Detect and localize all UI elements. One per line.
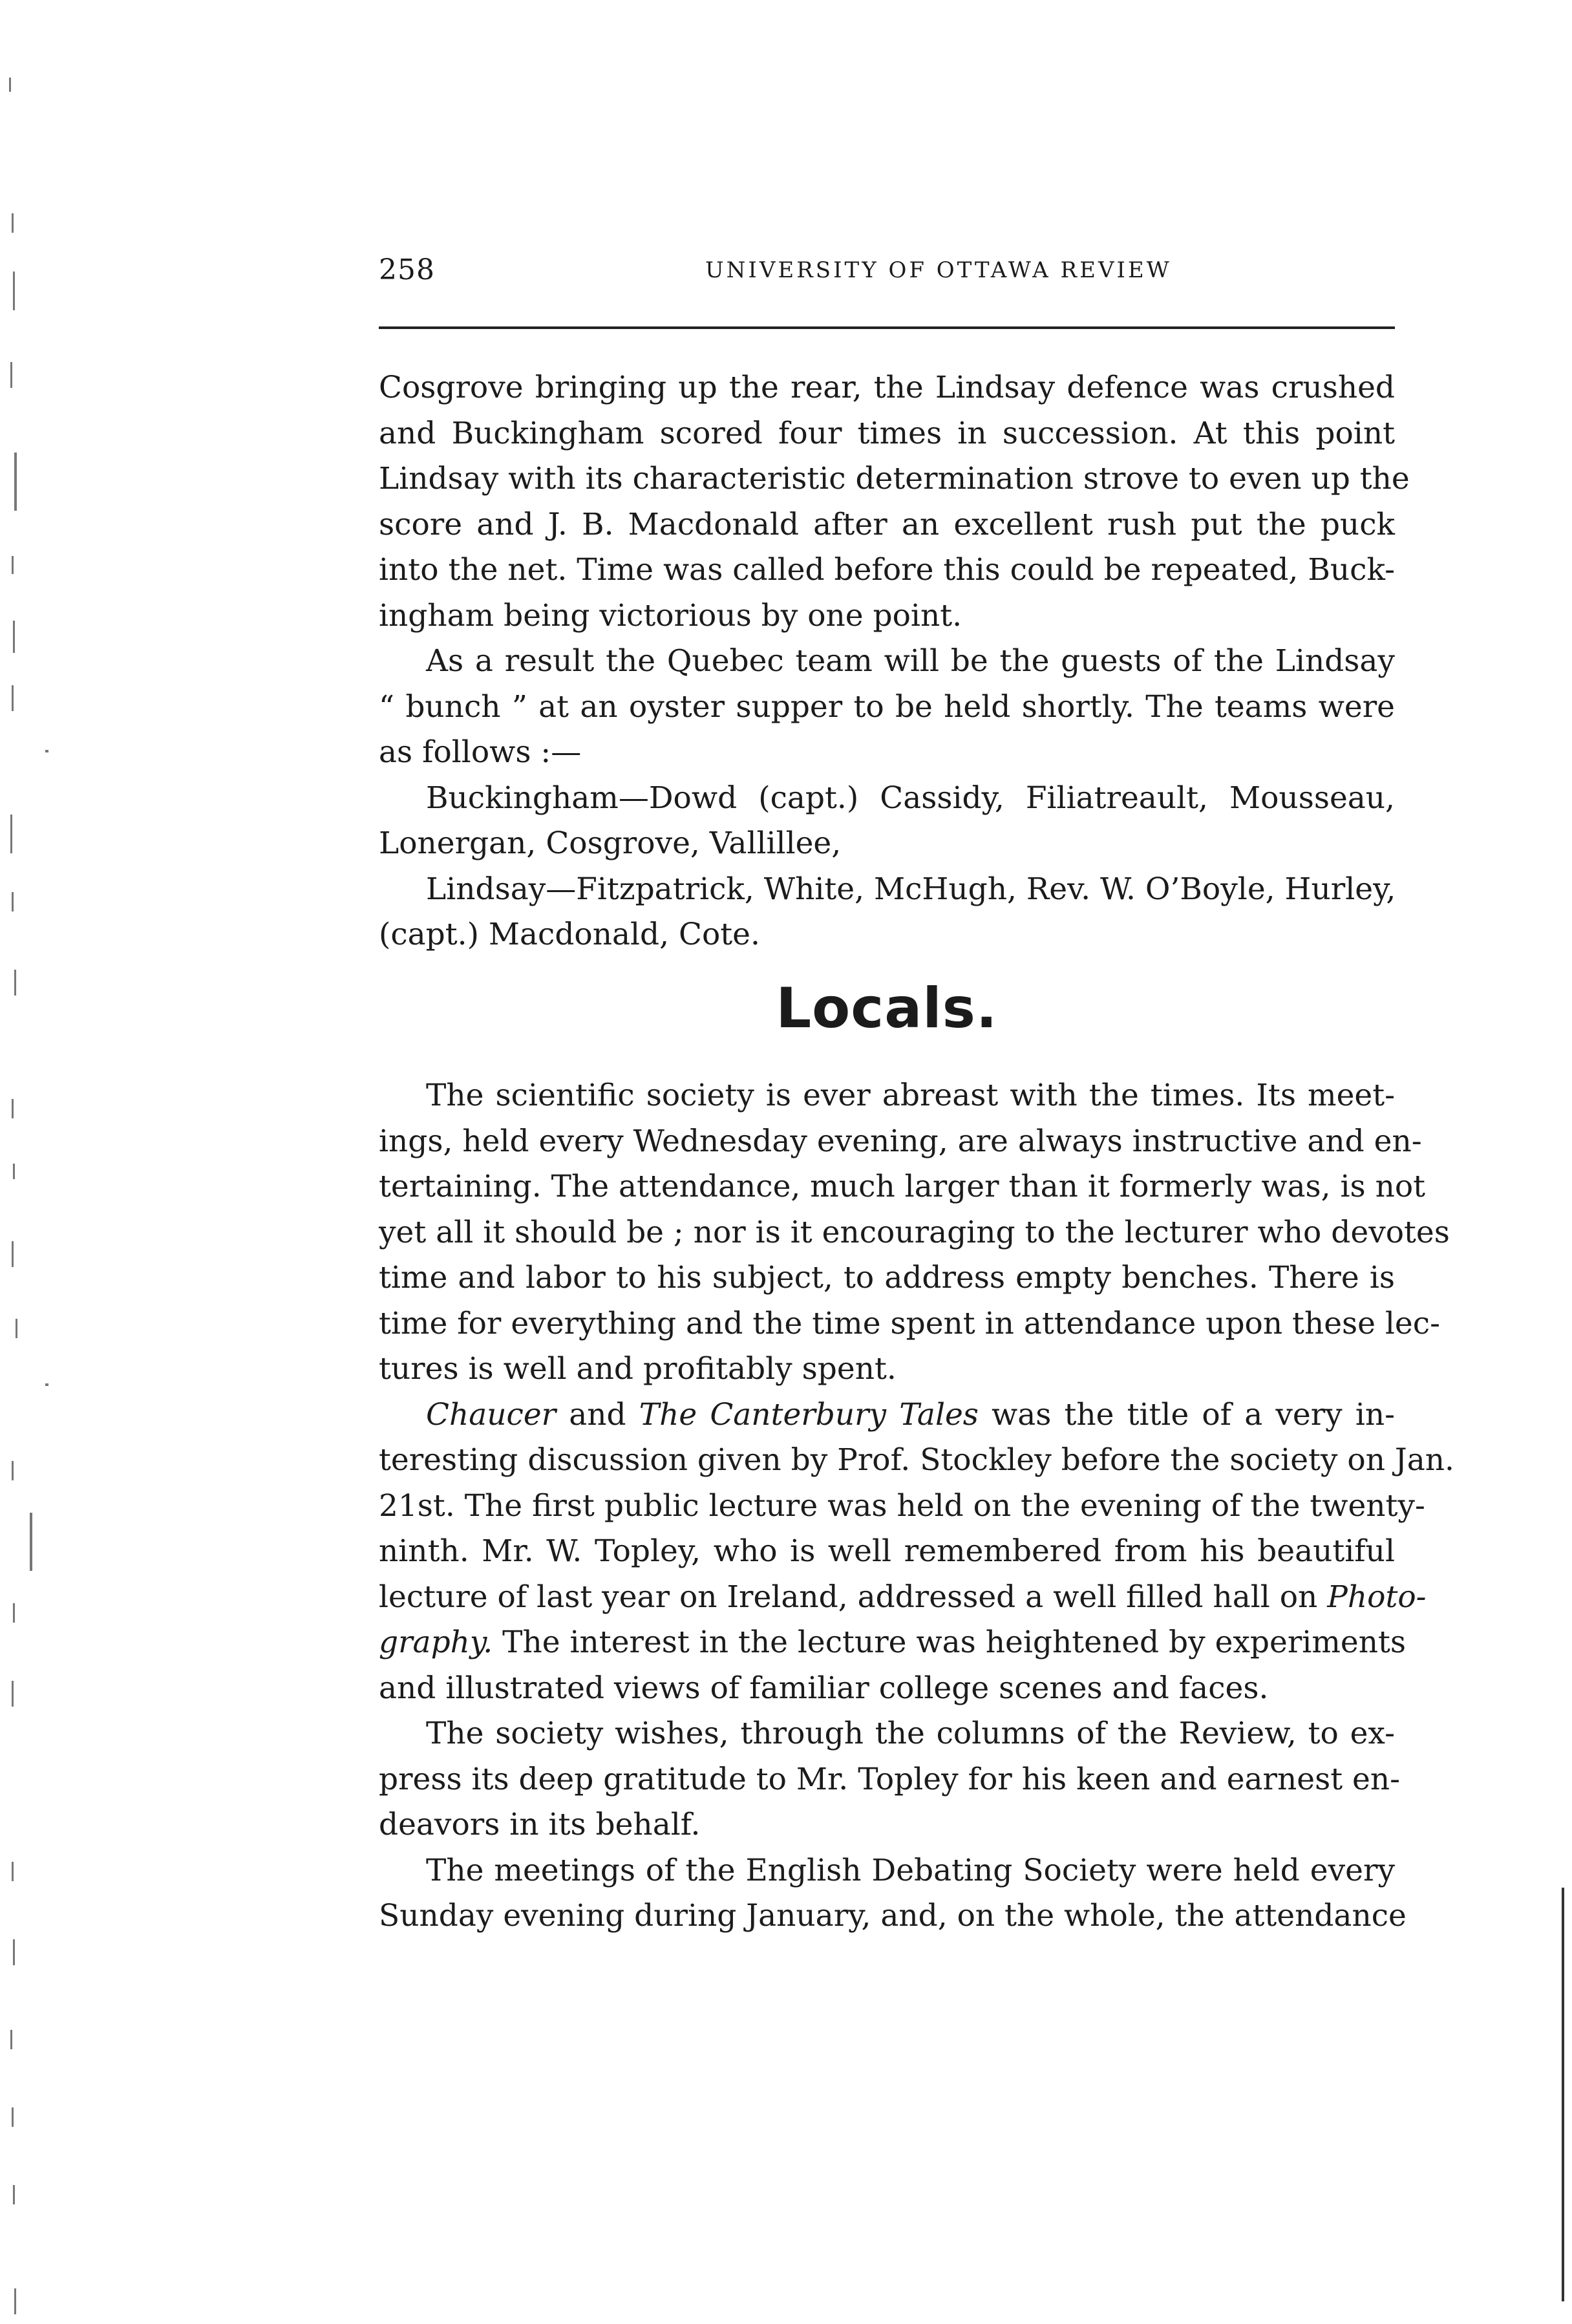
page-number: 258 (379, 253, 435, 286)
text-line: tertaining. The attendance, much larger than it formerly was, is not (379, 1169, 1426, 1204)
paragraph (379, 1848, 1407, 1939)
text-line: The society wishes, through the columns of the Review, to ex- (426, 1716, 1395, 1751)
text-line: ingham being victorious by one point. (379, 597, 962, 634)
text-line (379, 1392, 1395, 1438)
scan-edge-line (1553, 1888, 1572, 2301)
paragraph (379, 1711, 1401, 1848)
text-line: score and J. B. Macdonald after an excellent rush put the puck (379, 506, 1395, 542)
scan-edge-marks (0, 0, 90, 2324)
paragraph (379, 639, 1395, 776)
italic-title: The Canterbury Tales (639, 1396, 979, 1433)
locals-section (379, 1073, 1454, 1939)
text-line: Lonergan, Cosgrove, Vallillee, (379, 826, 842, 861)
text-line: The meetings of the English Debating Society were held every (426, 1852, 1395, 1888)
text-line: ings, held every Wednesday evening, are always instructive and en- (379, 1123, 1422, 1159)
text-line: and Buckingham scored four times in succession. At this point (379, 415, 1395, 451)
running-head (379, 251, 1395, 290)
paragraph (379, 365, 1410, 639)
text-line: Lindsay with its characteristic determination strove to even up the (379, 461, 1410, 496)
text-line: time and labor to his subject, to address empty benches. There is (379, 1260, 1395, 1295)
paragraph (379, 1392, 1454, 1712)
text-line: “ bunch ” at an oyster supper to be held shortly. The teams were (379, 688, 1395, 725)
team-lineup-buckingham (379, 776, 1395, 867)
text-run: was the title of a very in- (978, 1396, 1396, 1433)
text-line: time for everything and the time spent in attendance upon these lec- (379, 1305, 1440, 1341)
text-line (379, 1620, 1406, 1666)
text-line: deavors in its behalf. (379, 1807, 701, 1842)
text-line: tures is well and profitably spent. (379, 1351, 897, 1387)
text-line: into the net. Time was called before this could be repeated, Buck- (379, 552, 1395, 588)
text-line: Cosgrove bringing up the rear, the Lindsay defence was crushed (379, 370, 1395, 405)
text-line: 21st. The first public lecture was held on the evening of the twenty- (379, 1487, 1425, 1524)
text-line: yet all it should be ; nor is it encouraging to the lecturer who devotes (379, 1214, 1450, 1250)
section-title: Locals. (776, 976, 998, 1041)
italic-title: Chaucer (426, 1396, 557, 1433)
text-line (379, 1575, 1427, 1621)
text-run: lecture of last year on Ireland, addressed a well filled hall on (379, 1579, 1328, 1615)
text-line: The scientific society is ever abreast with the times. Its meet- (426, 1078, 1395, 1113)
text-line: teresting discussion given by Prof. Stockley before the society on Jan. (379, 1442, 1454, 1478)
report-continuation (379, 365, 1410, 958)
text-line: and illustrated views of familiar college scenes and faces. (379, 1670, 1269, 1706)
text-line: press its deep gratitude to Mr. Topley for his keen and earnest en- (379, 1761, 1401, 1797)
text-line: Lindsay—Fitzpatrick, White, McHugh, Rev. W. O’Boyle, Hurley, (426, 871, 1396, 907)
text-line: Sunday evening during January, and, on the whole, the attendance (379, 1898, 1407, 1934)
text-line: ninth. Mr. W. Topley, who is well remembered from his beautiful (379, 1533, 1395, 1569)
text-run: The interest in the lecture was heightened by experiments (493, 1625, 1406, 1660)
text-line: (capt.) Macdonald, Cote. (379, 917, 760, 952)
text-run: and (556, 1396, 639, 1433)
text-line: As a result the Quebec team will be the guests of the Lindsay (426, 643, 1395, 679)
header-rule (379, 326, 1395, 329)
team-lineup-lindsay (379, 867, 1395, 958)
italic-word: Photo- (1327, 1579, 1427, 1615)
italic-word: graphy. (379, 1625, 493, 1660)
paragraph (379, 1073, 1450, 1392)
text-line: Buckingham—Dowd (capt.) Cassidy, Filiatreault, Mousseau, (426, 780, 1395, 816)
journal-title: UNIVERSITY OF OTTAWA REVIEW (705, 257, 1172, 283)
text-line: as follows :— (379, 734, 582, 770)
